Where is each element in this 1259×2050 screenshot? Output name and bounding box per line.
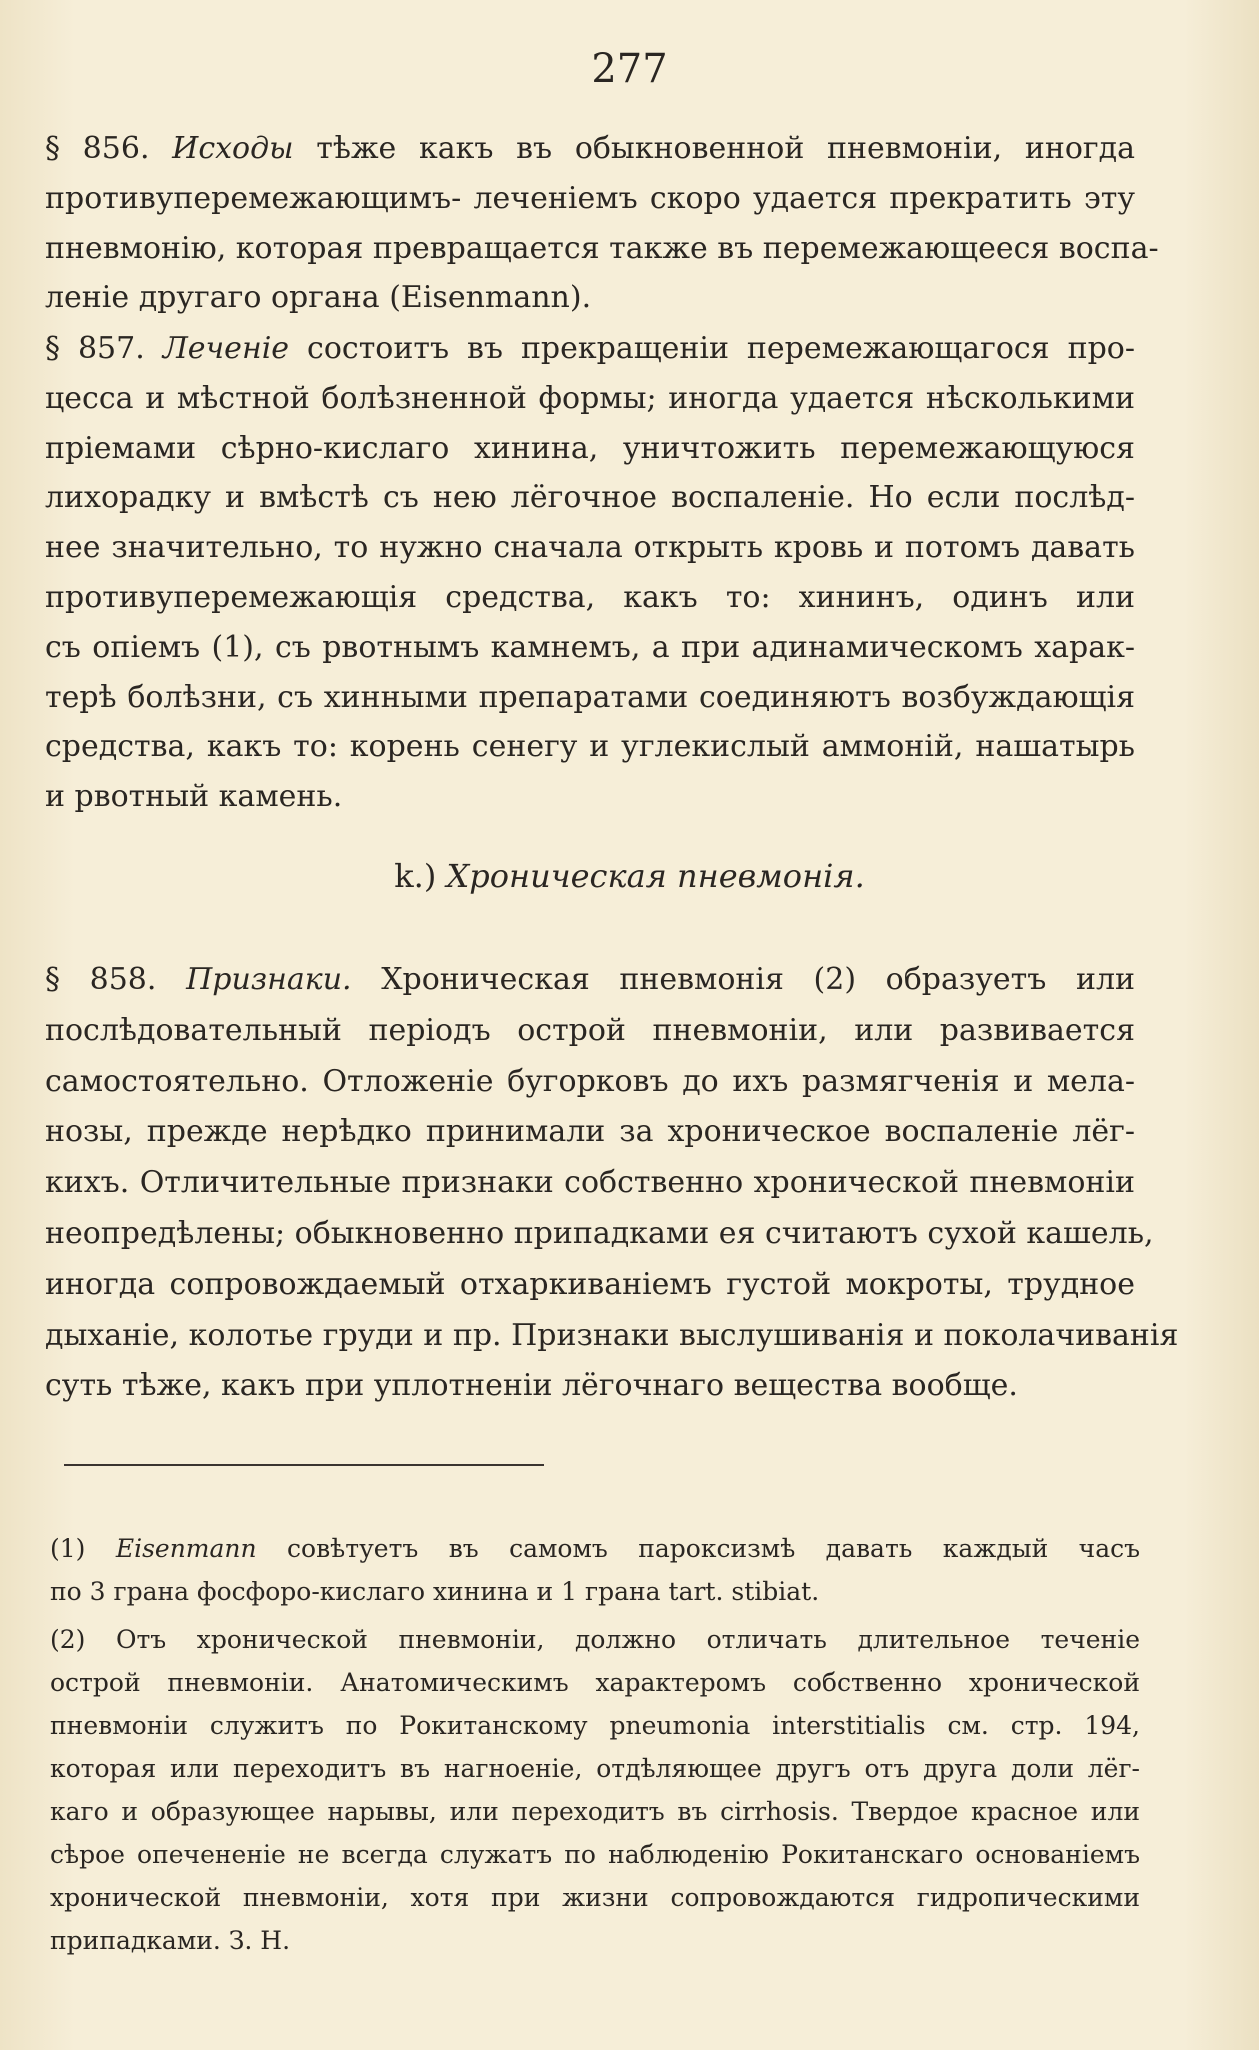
- paragraph-line: нозы, прежде нерѣдко принимали за хроническое воспаленіе лёг-: [45, 1114, 1135, 1150]
- paragraph-line: средства, какъ то: корень сенегу и углекислый аммоній, нашатырь: [45, 729, 1135, 765]
- paragraph-line: лихорадку и вмѣстѣ съ нею лёгочное воспаленіе. Но если послѣд-: [45, 480, 1135, 516]
- footnote-line: хронической пневмоніи, хотя при жизни сопровождаются гидропическими: [50, 1883, 1140, 1912]
- footnote-line: [50, 1527, 1140, 1570]
- paragraph-856: [45, 124, 1159, 323]
- heading-title: Хроническая пневмонія.: [446, 857, 865, 895]
- paragraph-line: кихъ. Отличительные признаки собственно хронической пневмоніи: [45, 1165, 1135, 1201]
- paragraph-line: суть тѣже, какъ при уплотненіи лёгочнаго вещества вообще.: [45, 1368, 1018, 1404]
- paragraph-keyword: Признаки.: [186, 962, 352, 997]
- paragraph-keyword: Леченіе: [162, 331, 290, 366]
- paragraph-line: противуперемежающимъ- леченіемъ скоро удается прекратить эту: [45, 180, 1135, 216]
- section-number: § 857.: [45, 331, 145, 366]
- paragraph-line: дыханіе, колотье груди и пр. Признаки выслушиванія и поколачиванія: [45, 1317, 1179, 1353]
- footnote-line: пневмоніи служитъ по Рокитанскому pneumonia interstitialis см. стр. 194,: [50, 1711, 1140, 1740]
- paragraph-line: [45, 124, 1135, 174]
- footnote-line: острой пневмоніи. Анатомическимъ характеромъ собственно хронической: [50, 1668, 1140, 1697]
- line-text: тѣже какъ въ обыкновенной пневмоніи, иногда: [316, 131, 1135, 166]
- footnote-divider: [64, 1464, 544, 1466]
- section-heading: [0, 857, 1259, 895]
- paragraph-keyword: Исходы: [172, 131, 294, 166]
- paragraph-line: пріемами сѣрно-кислаго хинина, уничтожить перемежающуюся: [45, 430, 1135, 466]
- paragraph-line: леніе другаго органа (Eisenmann).: [45, 280, 592, 316]
- line-text: Хроническая пневмонія (2) образуетъ или: [381, 962, 1136, 997]
- paragraph-857: [45, 324, 1135, 822]
- line-text: Отъ хронической пневмоніи, должно отличать длительное теченіе: [115, 1625, 1140, 1654]
- line-text: совѣтуетъ въ самомъ пароксизмѣ давать каждый часъ: [287, 1534, 1141, 1563]
- paragraph-line: самостоятельно. Отложеніе бугорковъ до ихъ размягченія и мела-: [45, 1063, 1135, 1099]
- paragraph-line: противуперемежающія средства, какъ то: хининъ, одинъ или: [45, 579, 1135, 615]
- paragraph-line: съ опіемъ (1), съ рвотнымъ камнемъ, а при адинамическомъ харак-: [45, 629, 1135, 665]
- paragraph-line: неопредѣлены; обыкновенно припадками ея считаютъ сухой кашель,: [45, 1215, 1154, 1251]
- paragraph-line: [45, 955, 1135, 1006]
- footnote-line: которая или переходитъ въ нагноеніе, отдѣляющее другъ отъ друга доли лёг-: [50, 1754, 1140, 1783]
- paragraph-line: иногда сопровождаемый отхаркиваніемъ густой мокроты, трудное: [45, 1266, 1135, 1302]
- footnote-2: [50, 1618, 1140, 1962]
- footnote-line: сѣрое опечененіе не всегда служатъ по наблюденію Рокитанскаго основаніемъ: [50, 1840, 1140, 1869]
- footnote-1: [50, 1527, 1140, 1613]
- paragraph-line: терѣ болѣзни, съ хинными препаратами соединяютъ возбуждающія: [45, 679, 1135, 715]
- footnote-line: по 3 грана фосфоро-кислаго хинина и 1 грана tart. stibiat.: [50, 1577, 820, 1606]
- footnote-line: припадками. З. Н.: [50, 1926, 291, 1955]
- paragraph-line: нее значительно, то нужно сначала открыть кровь и потомъ давать: [45, 530, 1135, 566]
- page-number: 277: [591, 46, 668, 92]
- paragraph-line: [45, 324, 1135, 374]
- paragraph-858: [45, 955, 1179, 1412]
- heading-prefix: k.): [394, 857, 437, 895]
- footnote-keyword: Eisenmann: [115, 1534, 257, 1563]
- footnote-mark: (2): [50, 1625, 86, 1654]
- paragraph-line: цесса и мѣстной болѣзненной формы; иногда удается нѣсколькими: [45, 380, 1135, 416]
- section-number: § 858.: [45, 962, 157, 997]
- footnote-line: [50, 1618, 1140, 1661]
- paragraph-line: и рвотный камень.: [45, 779, 343, 815]
- paragraph-line: пневмонію, которая превращается также въ перемежающееся воспа-: [45, 230, 1159, 266]
- footnote-mark: (1): [50, 1534, 86, 1563]
- line-text: состоитъ въ прекращеніи перемежающагося про-: [307, 331, 1135, 366]
- footnote-line: каго и образующее нарывы, или переходитъ въ cirrhosis. Твердое красное или: [50, 1797, 1140, 1826]
- paragraph-line: послѣдовательный періодъ острой пневмоніи, или развивается: [45, 1012, 1135, 1048]
- section-number: § 856.: [45, 131, 150, 166]
